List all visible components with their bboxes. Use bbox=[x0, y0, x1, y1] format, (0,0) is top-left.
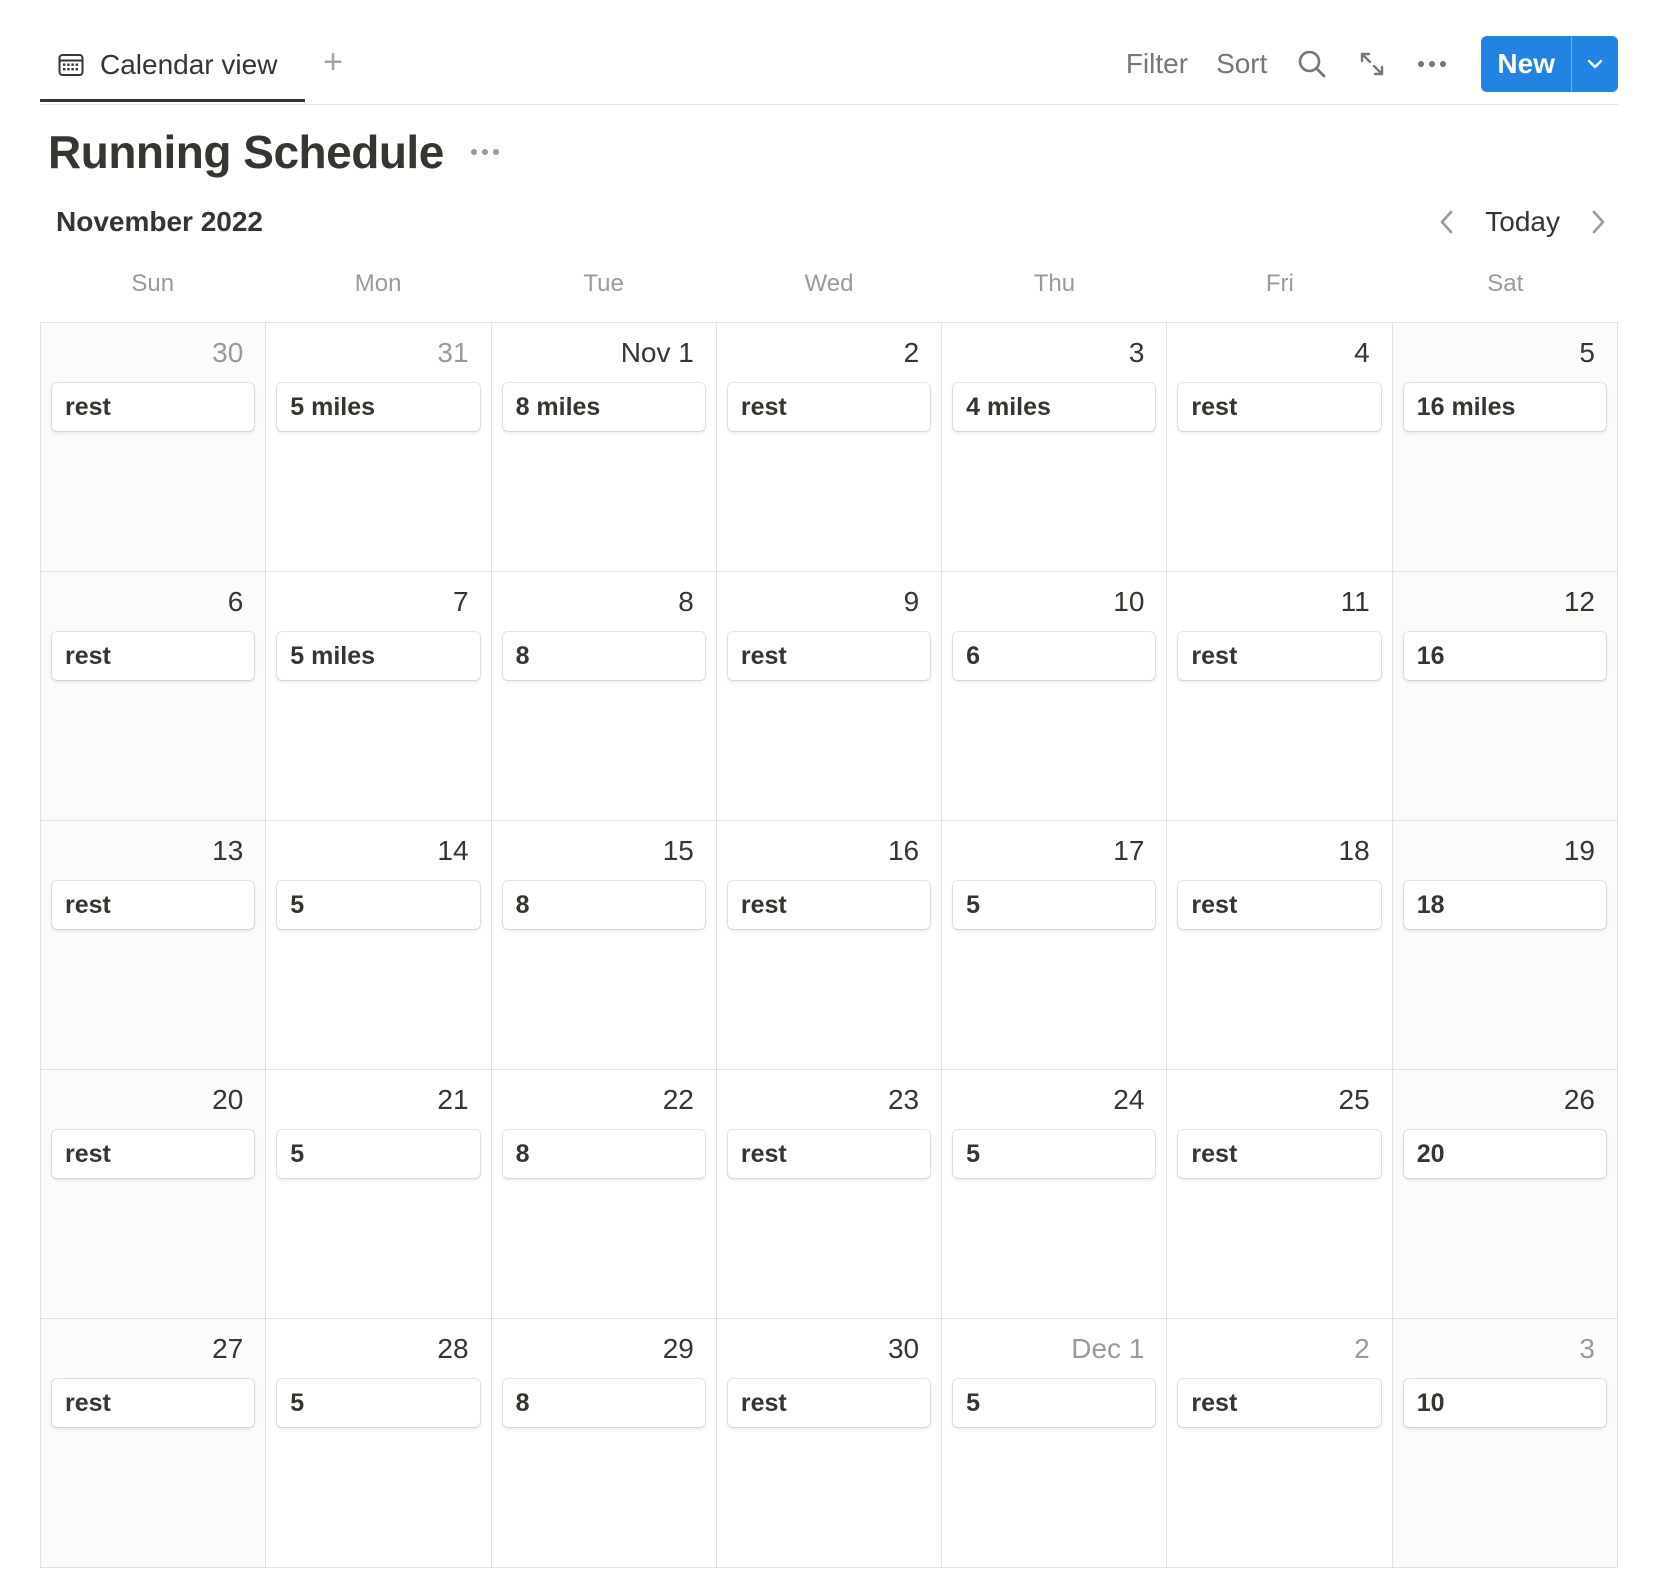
calendar-day-cell[interactable] bbox=[41, 323, 266, 572]
event-card[interactable]: 5 bbox=[277, 1379, 479, 1427]
page-title-row bbox=[48, 120, 502, 184]
weekday-label: Sat bbox=[1487, 270, 1524, 297]
day-number: 2 bbox=[903, 337, 920, 368]
day-number: 23 bbox=[887, 1084, 920, 1115]
day-number: 16 bbox=[887, 835, 920, 866]
tab-calendar-view-label: Calendar view bbox=[100, 48, 278, 80]
event-card[interactable]: 8 bbox=[503, 632, 705, 680]
calendar-day-cell[interactable] bbox=[942, 1319, 1167, 1568]
day-number: 24 bbox=[1113, 1084, 1145, 1115]
event-card[interactable]: rest bbox=[52, 632, 254, 680]
day-number: 12 bbox=[1563, 586, 1595, 617]
search-button[interactable] bbox=[1295, 47, 1329, 81]
calendar-day-cell[interactable] bbox=[266, 572, 491, 821]
day-number: 30 bbox=[212, 337, 244, 368]
weekday-label: Tue bbox=[583, 270, 624, 297]
event-card[interactable]: rest bbox=[52, 881, 254, 929]
calendar-day-cell[interactable] bbox=[1393, 1070, 1618, 1319]
weekday-label: Mon bbox=[354, 270, 402, 297]
page-title[interactable]: Running Schedule bbox=[48, 126, 444, 178]
calendar-icon bbox=[58, 53, 84, 77]
day-number: 2 bbox=[1354, 1333, 1370, 1364]
event-card[interactable]: rest bbox=[728, 881, 930, 929]
next-month-button[interactable] bbox=[1580, 204, 1616, 240]
event-card[interactable]: 5 bbox=[953, 1379, 1155, 1427]
calendar-day-cell[interactable] bbox=[717, 323, 942, 572]
day-number: 21 bbox=[437, 1084, 469, 1115]
expand-icon bbox=[1358, 50, 1386, 78]
calendar-day-cell[interactable] bbox=[942, 323, 1167, 572]
month-navigation bbox=[1429, 200, 1616, 244]
calendar-day-cell[interactable] bbox=[492, 323, 717, 572]
day-number: 14 bbox=[437, 835, 469, 866]
calendar-day-cell[interactable] bbox=[266, 1070, 491, 1319]
event-card[interactable]: rest bbox=[1178, 1379, 1380, 1427]
calendar-day-cell[interactable] bbox=[1393, 1319, 1618, 1568]
event-card[interactable]: rest bbox=[728, 632, 930, 680]
calendar-day-cell[interactable] bbox=[492, 572, 717, 821]
day-number: 17 bbox=[1113, 835, 1145, 866]
event-card[interactable]: rest bbox=[52, 1379, 254, 1427]
event-card[interactable]: 5 bbox=[277, 881, 479, 929]
day-number: 9 bbox=[903, 586, 920, 617]
event-card[interactable]: 6 bbox=[953, 632, 1155, 680]
calendar-day-cell[interactable] bbox=[1167, 572, 1392, 821]
event-card[interactable]: 8 bbox=[503, 1130, 705, 1178]
day-number: 15 bbox=[662, 835, 694, 866]
calendar-day-cell[interactable] bbox=[942, 572, 1167, 821]
calendar-day-cell[interactable] bbox=[717, 572, 942, 821]
new-button[interactable]: New bbox=[1497, 48, 1555, 79]
filter-button[interactable]: Filter bbox=[1125, 48, 1189, 79]
day-number: 22 bbox=[662, 1084, 694, 1115]
event-card[interactable]: rest bbox=[728, 383, 930, 431]
event-card[interactable]: rest bbox=[728, 1379, 930, 1427]
calendar-day-cell[interactable] bbox=[1167, 323, 1392, 572]
event-card[interactable]: 5 miles bbox=[277, 632, 479, 680]
event-card[interactable]: 18 bbox=[1404, 881, 1606, 929]
day-number: 3 bbox=[1128, 337, 1145, 368]
weekday-label: Sun bbox=[131, 270, 175, 297]
calendar-day-cell[interactable] bbox=[942, 821, 1167, 1070]
calendar-day-cell[interactable] bbox=[717, 1319, 942, 1568]
day-number: Dec 1 bbox=[1071, 1333, 1145, 1364]
event-card[interactable]: 16 miles bbox=[1404, 383, 1606, 431]
weekday-label: Fri bbox=[1265, 270, 1294, 297]
calendar-day-cell[interactable] bbox=[266, 821, 491, 1070]
previous-month-button[interactable] bbox=[1429, 204, 1465, 240]
more-icon bbox=[470, 148, 500, 156]
day-number: 26 bbox=[1563, 1084, 1595, 1115]
day-number: 31 bbox=[437, 337, 469, 368]
event-card[interactable]: 16 bbox=[1404, 632, 1606, 680]
event-card[interactable]: 4 miles bbox=[953, 383, 1155, 431]
title-more-button[interactable] bbox=[468, 135, 502, 169]
day-number: 28 bbox=[437, 1333, 469, 1364]
event-card[interactable]: 8 bbox=[503, 881, 705, 929]
day-number: 13 bbox=[212, 835, 244, 866]
calendar-day-cell[interactable] bbox=[717, 1070, 942, 1319]
day-number: Nov 1 bbox=[620, 337, 694, 368]
event-card[interactable]: 5 bbox=[277, 1130, 479, 1178]
event-card[interactable]: rest bbox=[1178, 383, 1380, 431]
calendar-day-cell[interactable] bbox=[1167, 1070, 1392, 1319]
calendar-day-cell[interactable] bbox=[266, 323, 491, 572]
calendar-day-cell[interactable] bbox=[1167, 1319, 1392, 1568]
event-card[interactable]: rest bbox=[52, 1130, 254, 1178]
weekday-label: Wed bbox=[804, 270, 854, 297]
day-number: 18 bbox=[1338, 835, 1370, 866]
event-card[interactable]: 5 bbox=[953, 881, 1155, 929]
day-number: 5 bbox=[1579, 337, 1595, 368]
calendar-day-cell[interactable] bbox=[492, 1070, 717, 1319]
toolbar-actions bbox=[1126, 36, 1618, 92]
day-number: 29 bbox=[662, 1333, 694, 1364]
event-card[interactable]: 8 miles bbox=[503, 383, 705, 431]
calendar-day-cell[interactable] bbox=[1167, 821, 1392, 1070]
event-card[interactable]: 8 bbox=[503, 1379, 705, 1427]
calendar-grid bbox=[40, 322, 1618, 1568]
event-card[interactable]: rest bbox=[1178, 881, 1380, 929]
event-card[interactable]: 10 bbox=[1404, 1379, 1606, 1427]
day-number: 10 bbox=[1113, 586, 1145, 617]
day-number: 7 bbox=[452, 586, 469, 617]
event-card[interactable]: 5 miles bbox=[277, 383, 479, 431]
calendar-day-cell[interactable] bbox=[41, 821, 266, 1070]
calendar-day-cell[interactable] bbox=[717, 821, 942, 1070]
month-label: November 2022 bbox=[56, 206, 264, 237]
sort-button[interactable]: Sort bbox=[1216, 48, 1268, 79]
weekday-header bbox=[40, 266, 1618, 302]
day-number: 8 bbox=[678, 586, 694, 617]
calendar-day-cell[interactable] bbox=[41, 572, 266, 821]
event-card[interactable]: rest bbox=[728, 1130, 930, 1178]
today-button[interactable]: Today bbox=[1485, 206, 1560, 237]
day-number: 11 bbox=[1340, 586, 1370, 617]
view-toolbar bbox=[40, 30, 1618, 105]
event-card[interactable]: rest bbox=[52, 383, 254, 431]
day-number: 20 bbox=[212, 1084, 244, 1115]
chevron-down-icon bbox=[1587, 59, 1603, 69]
more-icon bbox=[1417, 60, 1447, 68]
chevron-left-icon bbox=[1440, 210, 1454, 234]
add-view-button[interactable]: + bbox=[323, 43, 343, 81]
calendar-day-cell[interactable] bbox=[41, 1319, 266, 1568]
tab-calendar-view[interactable] bbox=[40, 30, 305, 102]
calendar-day-cell[interactable] bbox=[1393, 323, 1618, 572]
day-number: 19 bbox=[1563, 835, 1595, 866]
event-card[interactable]: rest bbox=[1178, 632, 1380, 680]
event-card[interactable]: 20 bbox=[1404, 1130, 1606, 1178]
weekday-label: Thu bbox=[1033, 270, 1076, 297]
chevron-right-icon bbox=[1591, 210, 1605, 234]
day-number: 3 bbox=[1579, 1333, 1595, 1364]
calendar-day-cell[interactable] bbox=[492, 821, 717, 1070]
day-number: 27 bbox=[212, 1333, 244, 1364]
day-number: 30 bbox=[887, 1333, 920, 1364]
calendar-day-cell[interactable] bbox=[1393, 572, 1618, 821]
calendar-day-cell[interactable] bbox=[41, 1070, 266, 1319]
day-number: 6 bbox=[227, 586, 244, 617]
day-number: 4 bbox=[1354, 337, 1370, 368]
calendar-day-cell[interactable] bbox=[492, 1319, 717, 1568]
expand-button[interactable] bbox=[1355, 47, 1389, 81]
more-options-button[interactable] bbox=[1415, 47, 1449, 81]
calendar-day-cell[interactable] bbox=[1393, 821, 1618, 1070]
event-card[interactable]: rest bbox=[1178, 1130, 1380, 1178]
new-button-group bbox=[1481, 36, 1618, 92]
calendar-day-cell[interactable] bbox=[942, 1070, 1167, 1319]
event-card[interactable]: 5 bbox=[953, 1130, 1155, 1178]
calendar-day-cell[interactable] bbox=[266, 1319, 491, 1568]
search-icon bbox=[1297, 49, 1327, 79]
day-number: 25 bbox=[1338, 1084, 1370, 1115]
new-dropdown-button[interactable] bbox=[1571, 36, 1618, 92]
